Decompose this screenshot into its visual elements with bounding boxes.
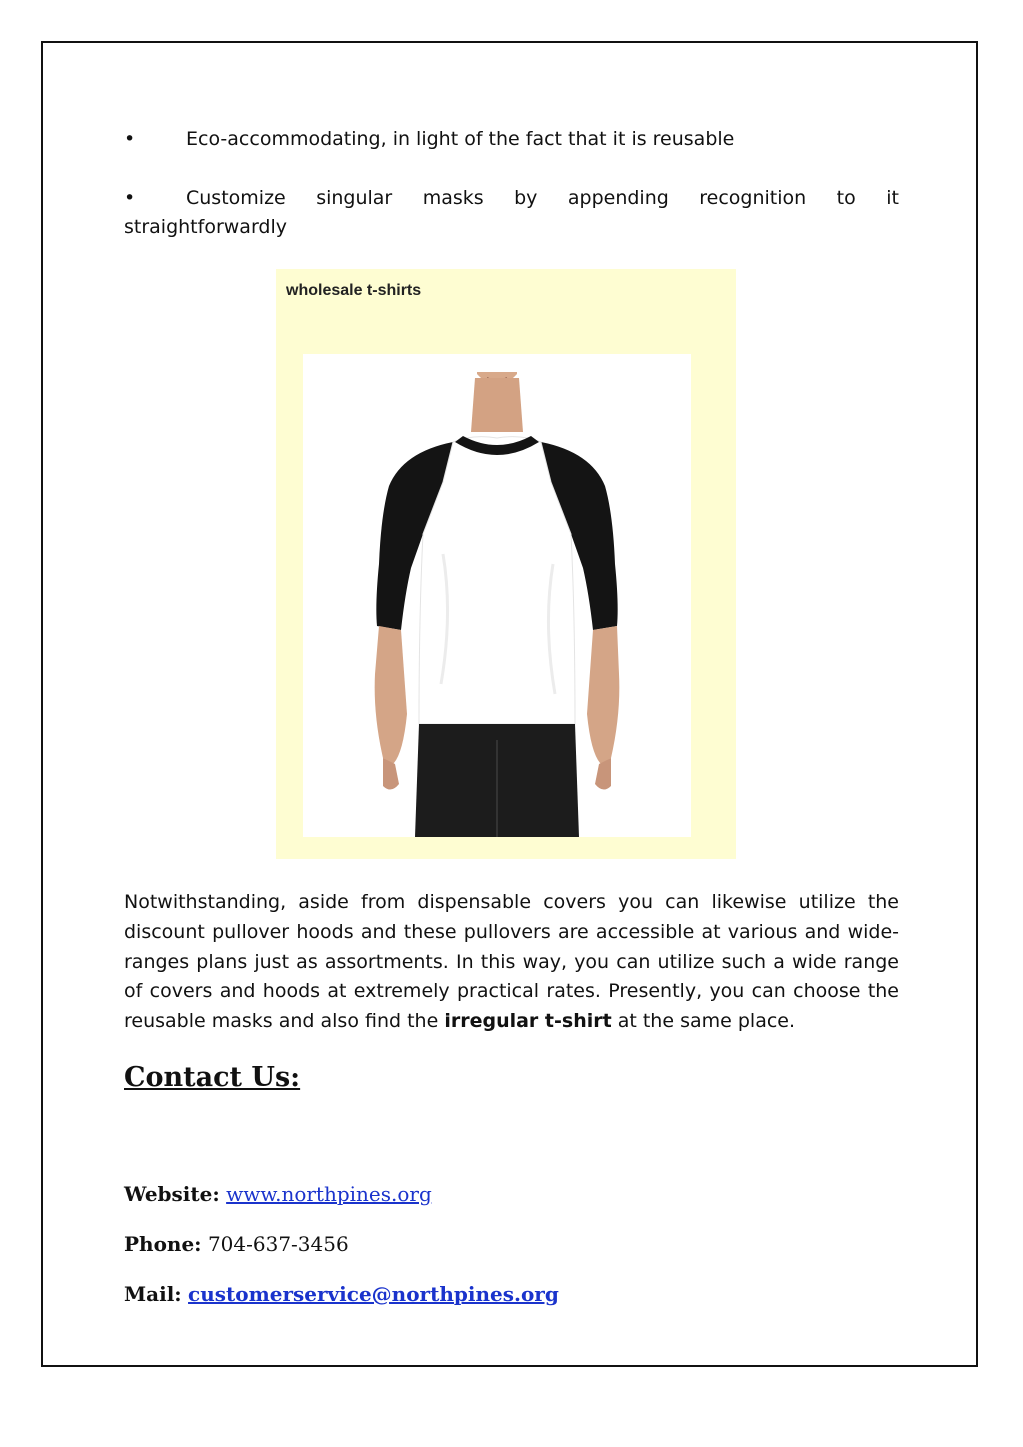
phone-value: 704-637-3456 bbox=[207, 1232, 349, 1256]
left-hand bbox=[383, 758, 399, 790]
bullet-word: to bbox=[836, 187, 856, 209]
website-link[interactable]: www.northpines.org bbox=[226, 1182, 432, 1206]
phone-label: Phone: bbox=[124, 1232, 202, 1256]
bullet-justified-row bbox=[124, 184, 899, 213]
bullet-word: appending bbox=[567, 187, 669, 209]
right-hand bbox=[595, 758, 611, 790]
website-line bbox=[124, 1182, 432, 1206]
contact-heading: Contact Us: bbox=[124, 1062, 301, 1093]
bullet-item-customize bbox=[124, 184, 899, 242]
body-paragraph bbox=[124, 888, 899, 1037]
paragraph-text-after: at the same place. bbox=[611, 1010, 796, 1033]
bullet-word: masks bbox=[422, 187, 484, 209]
bullet-word: it bbox=[886, 187, 899, 209]
bullet-symbol: • bbox=[124, 187, 136, 209]
phone-line bbox=[124, 1232, 349, 1256]
raglan-tshirt-model-image bbox=[303, 354, 691, 837]
bullet-text: Eco-accommodating, in light of the fact that it is reusable bbox=[186, 128, 735, 150]
bullet-word: by bbox=[514, 187, 538, 209]
bullet-continuation: straightforwardly bbox=[124, 216, 288, 238]
left-forearm bbox=[375, 626, 407, 764]
paragraph-text-before: Notwithstanding, aside from dispensable covers you can likewise utilize the discount pullover hoods and these pullovers are accessible at various and wide-ranges plans just as assortments. In this way, you can utilize such a wide range of covers and hoods at extremely practical rates. Presently, you can choose the reusable masks and also find the bbox=[124, 891, 899, 1033]
mail-line bbox=[124, 1282, 559, 1306]
website-label: Website: bbox=[124, 1182, 220, 1206]
bullet-item-eco bbox=[124, 125, 899, 154]
neck-shape bbox=[471, 378, 523, 432]
bullet-word: recognition bbox=[699, 187, 807, 209]
right-forearm bbox=[587, 626, 619, 764]
figure-caption: wholesale t-shirts bbox=[286, 282, 422, 299]
bullet-word: singular bbox=[316, 187, 393, 209]
bullet-symbol: • bbox=[124, 128, 136, 150]
bullet-word: Customize bbox=[186, 187, 286, 209]
bullet-first-word-group bbox=[124, 184, 286, 213]
paragraph-bold-keyword: irregular t-shirt bbox=[444, 1010, 612, 1033]
product-figure bbox=[276, 269, 736, 859]
tshirt-illustration bbox=[303, 354, 691, 837]
mail-label: Mail: bbox=[124, 1282, 182, 1306]
mail-link[interactable]: customerservice@northpines.org bbox=[188, 1282, 559, 1306]
